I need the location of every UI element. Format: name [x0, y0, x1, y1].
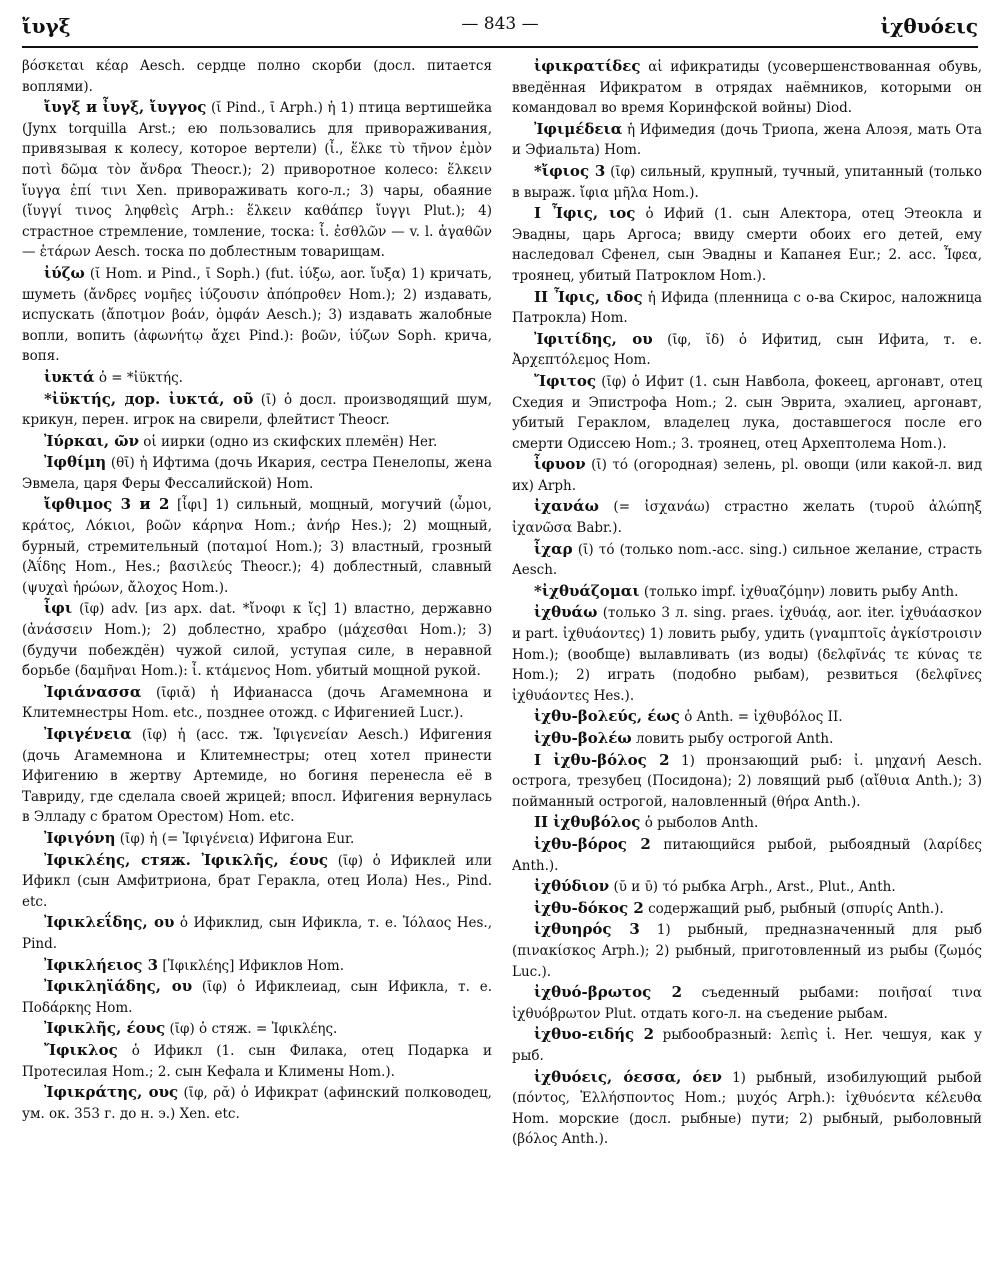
entry-definition: (= ἰσχανάω) страстно желать (τυροῦ ἀλώπηξ ἰχανῶσα Babr.).	[512, 499, 982, 537]
entry-headword: II Ἶφις, ιδος	[534, 287, 643, 306]
entry-headword: *ἰϋκτής, дор. ἰυκτά, οῦ	[44, 389, 254, 408]
dictionary-entry	[512, 1067, 982, 1150]
dictionary-entry	[512, 812, 982, 834]
entry-headword: Ἰφικλέης, стяж. Ἰφικλῆς, έους	[44, 850, 329, 869]
dictionary-entry	[512, 898, 982, 920]
entry-definition: (ῐ Pind., ῑ Arph.) ἡ 1) птица вертишейка (Jynx torquilla Arst.; ею пользовались для привораживания, привязывая к колесу, которое вертели) (ἶ., ἕλκε τὺ τῆνον ἐμὸν ποτὶ δῶμα τὸν ἄνδρα Theocr.); 2) приворотное колесо: ἕλκειν ἴυγγα ἐπί τινι Xen. привораживать кого-л.; 3) чары, обаяние (ἴυγγί τινος ληφθεὶς Arph.: ἕλκειν καθάπερ ἴυγγι Plut.); 4) страстное стремление, томление, тоска: ἶ. ἐσθλῶν — v. l. ἀγαθῶν — ἑτάρων Aesch. тоска по доблестным товарищам.	[22, 100, 492, 261]
entry-definition: содержащий рыб, рыбный (σπυρίς Anth.).	[648, 900, 944, 917]
dictionary-entry	[22, 828, 492, 850]
dictionary-entry	[22, 1040, 492, 1082]
dictionary-entry	[512, 287, 982, 329]
entry-definition: (ῑφ) ὁ стяж. = Ἰφικλέης.	[169, 1021, 338, 1038]
entry-definition: (ῑφ) ὁ Ифит (1. сын Навбола, фокеец, аргонавт, отец Схедия и Эпистрофа Hom.; 2. сын Эврита, эхалиец, аргонавт, убитый Гераклом, владелец лука, доставшегося после его смерти Одиссею Hom.; 3. троянец, отец Архептолема Hom.).	[512, 373, 982, 452]
entry-definition: ὁ Ифий (1. сын Алектора, отец Этеокла и Эвадны, царь Аргоса; ввиду смерти обоих его детей, ему наследовал Сфенел, сын Эвадны и Капанея Eur.; 2. acc. Ἶφεα, троянец, убитый Патроклом Hom.).	[512, 206, 982, 284]
entry-headword: ἶφι	[44, 599, 73, 618]
dictionary-entry	[22, 56, 492, 97]
entry-definition: (ῑφ) ἡ (= Ἰφιγένεια) Ифигона Eur.	[119, 830, 355, 847]
dictionary-entry	[22, 97, 492, 263]
entry-definition: ловить рыбу острогой Anth.	[635, 731, 834, 747]
dictionary-entry	[512, 728, 982, 750]
dictionary-entry	[22, 431, 492, 453]
entry-definition: (ῑ) τό (только nom.-acc. sing.) сильное желание, страсть Aesch.	[512, 541, 982, 579]
dictionary-entry	[512, 706, 982, 728]
entry-definition: (ῑφ, ῐδ) ὁ Ифитид, сын Ифита, т. е. Ἀρχεπτόλεμος Hom.	[512, 331, 982, 369]
entry-definition: (ῐ Hom. и Pind., ῑ Soph.) (fut. ἰύξω, aor. ἴυξα) 1) кричать, шуметь (ἄνδρες νομῆες ἰύζουσιν ἀπόπροθεν Hom.); 2) издавать, испускать (ἄποτμον βοάν, ὀμφάν Aesch.); 3) издавать жалобные вопли, вопить (ἀφωνήτῳ ἄχει Pind.): βοῶν, ἰύζων Soph. крича, вопя.	[22, 265, 492, 365]
entry-definition: ἡ Ифида (пленница с о-ва Скирос, наложница Патрокла) Hom.	[512, 289, 982, 327]
left-column	[22, 56, 492, 1280]
entry-definition: (ῑφ) ὁ Ификлей или Ификл (сын Амфитриона, брат Геракла, отец Иола) Hes., Pind. etc.	[22, 852, 492, 910]
page-header	[22, 14, 978, 42]
dictionary-entry	[22, 367, 492, 389]
entry-headword: Ἴφικλος	[44, 1040, 118, 1059]
dictionary-entry	[512, 834, 982, 876]
entry-headword: Ἰφιάνασσα	[44, 682, 142, 701]
entry-headword: Ἴφιτος	[534, 371, 597, 390]
entry-headword: ἰχανάω	[534, 497, 599, 516]
entry-definition: (ῑφ) ἡ (acc. тж. Ἰφιγενείαν Aesch.) Ифигения (дочь Агамемнона и Клитемнестры; отец хотел принести Ифигению в жертву Артемиде, но богиня перенесла её в Тавриду, где сделала своей жрицей; впосл. Ифигения вернулась в Элладу с братом Орестом) Hom. etc.	[22, 727, 492, 826]
entry-definition: 1) рыбный, изобилующий рыбой (πόντος, Ἑλλήσποντος Hom.; μυχός Arph.): ἰχθυόεντα κέλευθα Hom. морские (досл. рыбные) пути; 2) рыбный, рыболовный (βόλος Anth.).	[512, 1069, 982, 1148]
page-number: — 843 —	[461, 14, 539, 34]
left-guide-word: ἴυγξ	[22, 14, 71, 38]
entry-definition: (ῠ и ῡ) τό рыбка Arph., Arst., Plut., Anth.	[613, 879, 896, 896]
entry-headword: Ἰφικράτης, ους	[44, 1083, 179, 1102]
dictionary-entry	[512, 329, 982, 371]
entry-headword: Ἰφιγένεια	[44, 725, 132, 743]
dictionary-entry	[512, 982, 982, 1024]
dictionary-entry	[22, 1018, 492, 1040]
entry-definition: [Ἰφικλέης] Ификлов Hom.	[162, 957, 345, 974]
entry-headword: ἰχθυάω	[534, 603, 598, 622]
entry-headword: ἰφικρατίδες	[534, 57, 641, 75]
entry-definition: (ῑφ) ὁ Ификлеиад, сын Ификла, т. е. Ποδάρκης Hom.	[22, 979, 492, 1016]
entry-headword: ἴφθιμος 3 и 2	[44, 495, 170, 514]
dictionary-entry	[22, 955, 492, 977]
entry-definition: питающийся рыбой, рыбоядный (λαρίδες Anth.).	[512, 836, 982, 874]
dictionary-entry	[512, 454, 982, 496]
entry-headword: Ἰφιμέδεια	[534, 119, 623, 138]
entry-headword: Ἰφικλεΐδης, ου	[44, 913, 175, 932]
entry-headword: ἰυκτά	[44, 367, 95, 386]
entry-definition: ὁ Ификлид, сын Ификла, т. е. Ἰόλαος Hes., Pind.	[22, 915, 492, 952]
dictionary-entry	[512, 119, 982, 161]
entry-definition: рыбообразный: λεπὶς ἰ. Her. чешуя, как у рыб.	[512, 1027, 982, 1064]
entry-headword: ἰχθυόεις, όεσσα, όεν	[534, 1067, 722, 1086]
entry-definition: αἱ ификратиды (усовершенствованная обувь, введённая Ификратом в отрядах наёмников, которыми он командовал во время Коринфской войны) Diod.	[512, 59, 982, 117]
entry-headword: II ἰχθυβόλος	[534, 813, 641, 832]
dictionary-entry	[22, 724, 492, 828]
dictionary-entry	[22, 912, 492, 954]
dictionary-entry	[512, 750, 982, 813]
entry-headword: Ἰφιτίδης, ου	[534, 329, 653, 348]
entry-headword: I ἰχθυ-βόλος 2	[534, 750, 670, 769]
dictionary-entry	[512, 161, 982, 203]
entry-definition: (ῑφ) adv. [из арх. dat. *ἴνοφι κ ἴς] 1) властно, державно (ἀνάσσειν Hom.); 2) доблестно, храбро (μάχεσθαι Hom.); 3) (будучи побеждён) чужой силой, уступая силе, в неравной борьбе (δαμῆναι Hom.): ἶ. κτάμενος Hom. убитый мощной рукой.	[22, 601, 492, 680]
entry-headword: Ἰύρκαι, ῶν	[44, 431, 139, 450]
dictionary-entry	[512, 56, 982, 119]
dictionary-entry	[512, 203, 982, 286]
dictionary-entry	[22, 494, 492, 598]
entry-headword: ἴυγξ и ἶυγξ, ἴυγγος	[44, 98, 207, 117]
entry-headword: ἶφυον	[534, 455, 586, 474]
entry-headword: ἰχθύδιον	[534, 877, 610, 896]
entry-headword: ἶχαρ	[534, 539, 573, 558]
entry-definition: (ῑφιᾰ) ἡ Ифианасса (дочь Агамемнона и Клитемнестры Hom. etc., позднее отожд. с Ифигенией Lucr.).	[22, 684, 492, 722]
dictionary-entry	[22, 389, 492, 431]
entry-definition: βόσκεται κέαρ Aesch. сердце полно скорби (досл. питается воплями).	[22, 58, 492, 95]
entry-headword: Ἰφιγόνη	[44, 828, 116, 847]
entry-definition: (ῑ) τό (огородная) зелень, pl. овощи (или какой-л. вид их) Arph.	[512, 457, 982, 494]
entry-headword: *ἰχθυάζομαι	[534, 581, 640, 600]
dictionary-entry	[22, 598, 492, 681]
entry-definition: οἱ иирки (одно из скифских племён) Her.	[143, 433, 438, 450]
header-rule	[22, 46, 978, 48]
dictionary-entry	[512, 919, 982, 982]
dictionary-entry	[512, 496, 982, 538]
entry-headword: Ἰφθίμη	[44, 453, 107, 472]
entry-definition: [ἶφι] 1) сильный, мощный, могучий (ὦμοι, κράτος, Λόκιοι, βοῶν κάρηνα Hom.; ἀνήρ Hes.); 2) мощный, бурный, стремительный (ποταμοί Hom.); 3) властный, грозный (Ἀΐδης Hom., Hes.; βασιλεύς Theocr.); 4) доблестный, славный (ψυχαὶ ἡρώων, ἄλοχος Hom.).	[22, 497, 492, 596]
entry-definition: (только 3 л. sing. praes. ἰχθυάᾳ, aor. iter. ἰχθυάασκον и part. ἰχθυάοντες) 1) ловить рыбу, удить (γναμπτοῖς ἀγκίστροισιν Hom.); (вообще) вылавливать (из воды) (δελφῖνάς τε κύνας τε Hom.); 2) играть (подобно рыбам), резвиться (δελφῖνες ἰχθυάοντες Hes.).	[512, 605, 982, 704]
dictionary-entry	[22, 976, 492, 1018]
entry-definition: ὁ рыболов Anth.	[644, 815, 759, 832]
right-guide-word: ἰχθυόεις	[880, 14, 978, 38]
entry-headword: ἰύζω	[44, 263, 85, 282]
dictionary-entry	[512, 876, 982, 898]
dictionary-entry	[512, 1024, 982, 1066]
right-column	[512, 56, 982, 1280]
entry-headword: ἰχθυ-βολεύς, έως	[534, 707, 680, 726]
entry-headword: ἰχθυ-βολέω	[534, 729, 632, 747]
entry-headword: Ἰφικλῆς, έους	[44, 1019, 166, 1038]
entry-headword: Ἰφικλήειος 3	[44, 955, 159, 974]
dictionary-entry	[22, 850, 492, 913]
entry-definition: (ῑ) ὁ досл. производящий шум, крикун, перен. игрок на свирели, флейтист Theocr.	[22, 391, 492, 429]
dictionary-entry	[22, 452, 492, 494]
entry-headword: ἰχθυ-βόρος 2	[534, 834, 651, 853]
dictionary-entry	[512, 581, 982, 603]
entry-headword: ἰχθυό-βρωτος 2	[534, 983, 683, 1002]
entry-definition: ἡ Ифимедия (дочь Триопа, жена Алоэя, мать Ота и Эфиальта) Hom.	[512, 121, 982, 159]
entry-definition: ὁ Ификл (1. сын Филака, отец Подарка и Протесилая Hom.; 2. сын Кефала и Климены Hom.).	[22, 1042, 492, 1080]
entry-headword: Ἰφικληϊάδης, ου	[44, 977, 193, 996]
entry-definition: (ῑφ) сильный, крупный, тучный, упитанный (только в выраж. ἴφια μῆλα Hom.).	[512, 163, 982, 201]
entry-headword: ἰχθυο-ειδής 2	[534, 1025, 655, 1044]
entry-definition: 1) рыбный, предназначенный для рыб (πινακίσκος Arph.); 2) рыбный, приготовленный из рыбы (ζωμός Luc.).	[512, 922, 982, 980]
entry-headword: I Ἶφις, ιος	[534, 204, 636, 223]
dictionary-entry	[512, 602, 982, 706]
entry-headword: ἰχθυηρός 3	[534, 920, 640, 939]
dictionary-entry	[22, 1082, 492, 1124]
entry-definition: (только impf. ἰχθυαζόμην) ловить рыбу Anth.	[643, 583, 959, 600]
entry-headword: *ἴφιος 3	[534, 161, 606, 180]
entry-headword: ἰχθυ-δόκος 2	[534, 898, 644, 917]
entry-definition: ὁ Anth. = ἰχθυβόλος II.	[684, 709, 843, 726]
entry-definition: 1) пронзающий рыб: ἰ. μηχανή Aesch. острога, трезубец (Посидона); 2) ловящий рыб (αἴθυια Anth.); 3) пойманный острогой, наловленный (θήρα Anth.).	[512, 752, 982, 810]
dictionary-entry	[512, 539, 982, 581]
entry-definition: (ῑφ, ρᾰ) ὁ Ификрат (афинский полководец, ум. ок. 353 г. до н. э.) Xen. etc.	[22, 1085, 492, 1122]
dictionary-entry	[22, 263, 492, 367]
dictionary-entry	[512, 371, 982, 454]
dictionary-entry	[22, 682, 492, 724]
entry-definition: ὁ = *ἰϋκτής.	[98, 369, 183, 386]
entry-definition: съеденный рыбами: ποιῆσαί τινα ἰχθυόβρωτον Plut. отдать кого-л. на съедение рыбам.	[512, 985, 982, 1022]
entry-definition: (θῑ) ἡ Ифтима (дочь Икария, сестра Пенелопы, жена Эвмела, царя Феры Фессалийской) Hom.	[22, 455, 492, 492]
